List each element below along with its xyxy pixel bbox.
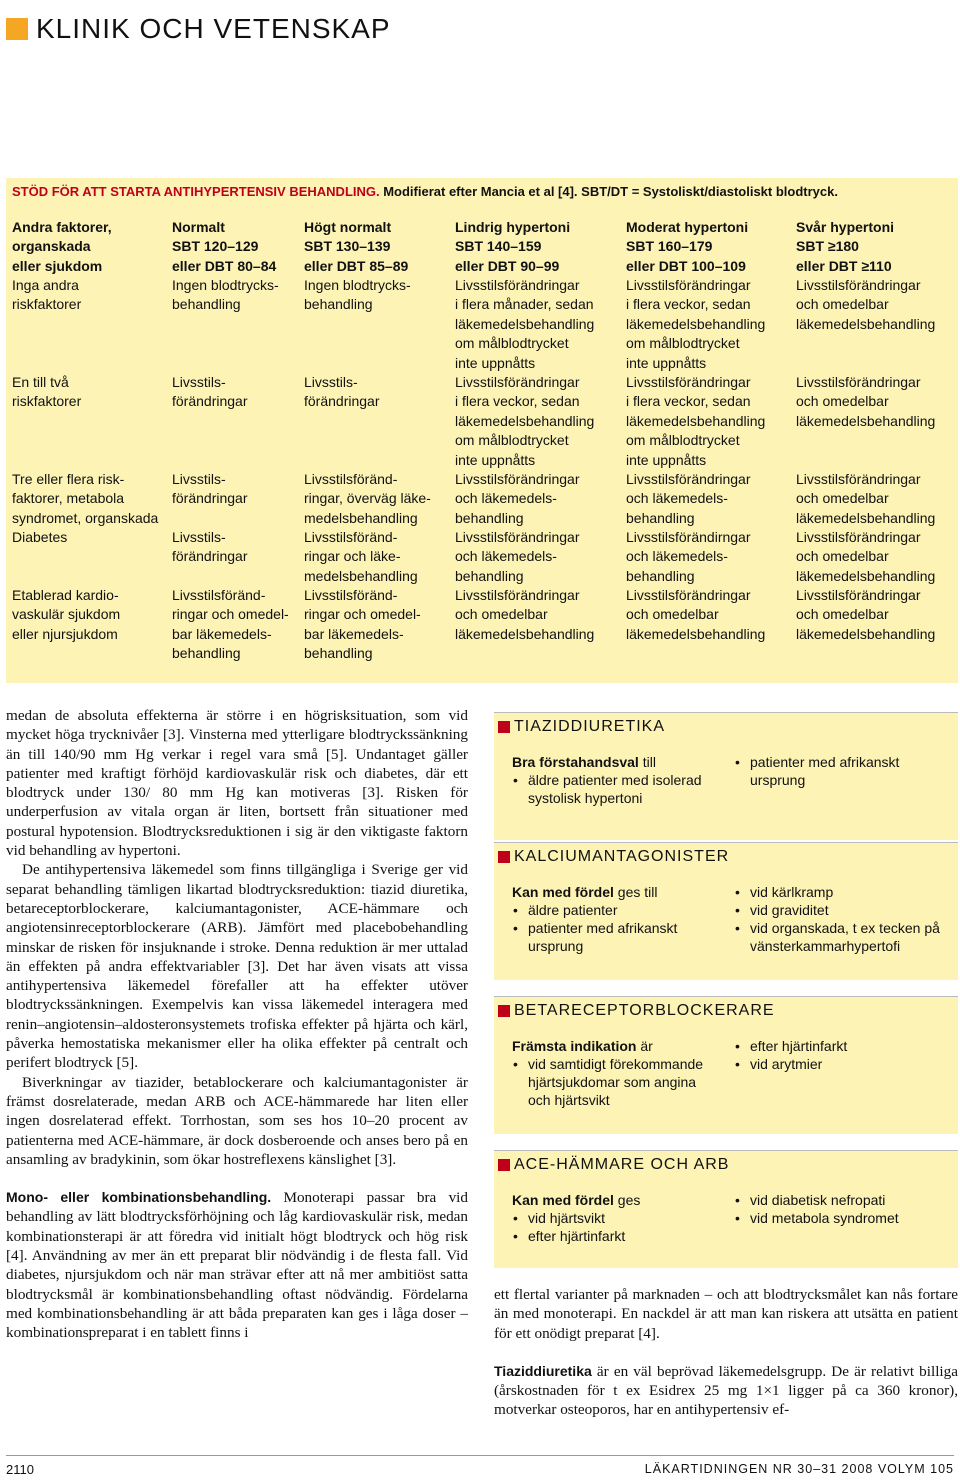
box-left-list (512, 901, 712, 955)
list-item: • patienter med afrikanskt ursprung (512, 919, 712, 955)
table-row-label: Inga andra riskfaktorer (12, 277, 82, 313)
table-cell: Livsstilsförändringar och omedelbar läkemedelsbehandling (796, 277, 936, 332)
table-header-cell: Normalt SBT 120–129 eller DBT 80–84 (172, 219, 277, 274)
box-left-list (512, 771, 712, 807)
box-right-list (734, 883, 954, 955)
table-cell: Livsstilsförändringar i flera veckor, sedan läkemedelsbehandling om målblodtrycket inte uppnåtts (455, 374, 595, 468)
list-item: • vid metabola syndromet (734, 1209, 954, 1227)
paragraph (494, 1362, 958, 1420)
box-title (498, 1002, 775, 1020)
ace-hammare-arb-box (494, 1150, 958, 1268)
box-lead-rest: ges till (613, 884, 658, 900)
paragraph-text: är en väl beprövad läkemedelsgrupp. De är relativt billiga (årskostnaden för t ex Esidrex 25 mg 1×1 ligger på ca 360 kronor), motverkar osteoporos, har en antihypertensiv ef- (494, 1362, 958, 1419)
box-lead-bold: Främsta indikation (512, 1038, 637, 1054)
table-cell: Livsstilsförändringar och omedelbar läkemedelsbehandling (796, 587, 936, 642)
table-cell: Livsstilsförändringar och omedelbar läkemedelsbehandling (626, 587, 766, 642)
table-cell: Livsstilsförändringar och omedelbar läkemedelsbehandling (796, 471, 936, 526)
box-title-text: KALCIUMANTAGONISTER (514, 848, 730, 865)
table-cell: Livsstilsförändirngar och läkemedels- behandling (626, 529, 751, 584)
box-lead-bold: Kan med fördel (512, 1192, 614, 1208)
box-right-list (734, 1191, 954, 1227)
box-title (498, 1156, 729, 1174)
box-left-list (512, 1209, 712, 1245)
box-lead (512, 883, 712, 901)
box-right-list (734, 753, 954, 789)
table-cell: Livsstilsförändringar i flera veckor, sedan läkemedelsbehandling om målblodtrycket inte uppnåtts (626, 277, 766, 371)
table-cell: Livsstilsförändringar och läkemedels- behandling (626, 471, 751, 526)
list-item: • vid kärlkramp (734, 883, 954, 901)
table-cell: Livsstilsföränd- ringar och omedel- bar läkemedels- behandling (304, 587, 421, 662)
journal-footer: LÄKARTIDNINGEN NR 30–31 2008 VOLYM 105 (644, 1462, 954, 1476)
table-row-label: Etablerad kardio- vaskulär sjukdom eller njursjukdom (12, 587, 121, 642)
table-cell: Livsstilsförändringar och omedelbar läkemedelsbehandling (796, 529, 936, 584)
box-lead-rest: ges (613, 1192, 641, 1208)
page-number: 2110 (6, 1462, 34, 1477)
box-title-text: ACE-HÄMMARE OCH ARB (514, 1156, 730, 1173)
red-square-icon (498, 851, 510, 863)
table-cell: Ingen blodtrycks- behandling (172, 277, 279, 313)
paragraph: Biverkningar av tiazider, betablockerare och kalciumantagonister är främst dosrelaterade, medan ARB och ACE-hämmarede har liten eller ingen dosrelaterad effekt. Torrhostan, som ses hos 10–20 procent av patienterna med ACE-hämmare, är dock dosberoende och anses bero på en ansamling av bradykinin, som ökar hostreflexens känslighet [3]. (6, 1073, 468, 1168)
table-cell: Livsstilsförändringar och omedelbar läkemedelsbehandling (455, 587, 595, 642)
box-lead (512, 753, 712, 771)
list-item: • vid organskada, t ex tecken på vänsterkammarhypertofi (734, 919, 954, 955)
table-row-label: Tre eller flera risk- faktorer, metabola syndromet, organskada (12, 471, 159, 526)
paragraph (6, 1188, 468, 1342)
paragraph: medan de absoluta effekterna är större i en högrisksituation, som vid mycket höga trycknivåer [3]. Vinsterna med ytterligare blodtryckssänkning än till 140/90 mm Hg verkar i regel vara små [5]. Undantaget gäller patienter med kraftigt förhöjd kardiovaskulär risk och diabetes, där ett blodtryck under 130/ 80 mm Hg kan motiveras [3]. Risken för underperfusion av vitala organ är liten, bortsett från situationer med postural hypotension. Blodtrycksreduktionen i sig är den viktigaste faktorn vid behandling av hypertoni. (6, 707, 468, 860)
runin-heading: Mono- eller kombinationsbehandling. (6, 1189, 272, 1206)
table-header-cell: Moderat hypertoni SBT 160–179 eller DBT 100–109 (626, 219, 749, 274)
table-caption-title: STÖD FÖR ATT STARTA ANTIHYPERTENSIV BEHANDLING. (12, 184, 380, 199)
box-title-text: BETARECEPTORBLOCKERARE (514, 1002, 775, 1019)
box-lead (512, 1037, 712, 1055)
table-cell: Livsstilsförändringar och läkemedels- behandling (455, 471, 580, 526)
list-item: • efter hjärtinfarkt (512, 1227, 712, 1245)
table-cell: Livsstils- förändringar (172, 471, 248, 507)
table-header-cell: Svår hypertoni SBT ≥180 eller DBT ≥110 (796, 219, 895, 274)
box-lead-rest: är (636, 1038, 653, 1054)
box-right-column (734, 753, 954, 789)
table-cell: Livsstilsförändringar i flera månader, sedan läkemedelsbehandling om målblodtrycket inte uppnåtts (455, 277, 595, 371)
box-title (498, 848, 729, 866)
table-caption (12, 184, 838, 199)
box-lead-bold: Kan med fördel (512, 884, 614, 900)
box-left-list (512, 1055, 712, 1109)
list-item: • vid graviditet (734, 901, 954, 919)
table-row-label: Diabetes (12, 529, 68, 545)
box-title-text: TIAZIDDIURETIKA (514, 718, 666, 735)
box-left-column (512, 1037, 712, 1109)
red-square-icon (498, 721, 510, 733)
box-lead-bold: Bra förstahandsval (512, 754, 639, 770)
table-cell: Ingen blodtrycks- behandling (304, 277, 411, 313)
table-cell: Livsstilsförändringar i flera veckor, sedan läkemedelsbehandling om målblodtrycket inte uppnåtts (626, 374, 766, 468)
box-left-column (512, 1191, 712, 1245)
right-article-column (494, 1285, 958, 1420)
list-item: • vid samtidigt förekommande hjärtsjukdomar som angina och hjärtsvikt (512, 1055, 712, 1109)
table-cell: Livsstils- förändringar (172, 529, 248, 565)
table-cell: Livsstils- förändringar (304, 374, 380, 410)
red-square-icon (498, 1005, 510, 1017)
paragraph-text: Monoterapi passar bra vid behandling av lätt blodtrycksförhöjning och låg kardiovaskulär risk, medan kombinationsterapi är att föredra vid initialt högt blodtryck och hög risk [4]. Användning av mer än ett preparat blir nödvändig i de flesta fall. Vid diabetes, njursjukdom och när man strävar efter att nå mer ambitiöst satta blodtrycksmål är kombinationsbehandling oftast nödvändig. Fördelarna med kombinationsbehandling är att båda preparaten kan ges i låga doser – kombinationspreparat i en tablett finns i (6, 1189, 468, 1342)
list-item: • vid diabetisk nefropati (734, 1191, 954, 1209)
table-cell: Livsstilsförändringar och läkemedels- behandling (455, 529, 580, 584)
table-cell: Livsstilsföränd- ringar och omedel- bar läkemedels- behandling (172, 587, 289, 662)
box-right-column (734, 1037, 954, 1073)
box-lead (512, 1191, 712, 1209)
treatment-table-box (6, 178, 958, 683)
orange-square-icon (6, 18, 28, 40)
paragraph: De antihypertensiva läkemedel som finns tillgängliga i Sverige ger vid separat behandling tämligen likartad blodtrycksreduktion: tiazid diuretika, betareceptorblockerare, kalciumantagonister, ACE-hämmare och angiotensinreceptorblockerare (ARB). Jämfört med placebobehandling minskar de risken för insjuknande i stroke. Denna reduktion är mer uttalad än effekten på andra effektvariabler [3]. Det har även visats att vissa antihypertensiva läkemedel förefaller att ha effekter utöver blodtryckssänkningen. Exempelvis kan vissa läkemedel interagera med renin–angiotensin–aldosteronsystemets trofiska effekter på hjärta och kärl, påverka hemostatiska mekanismer eller ha olika effekter på centralt och perifert blodtryck [5]. (6, 861, 468, 1072)
box-right-column (734, 1191, 954, 1227)
box-right-list (734, 1037, 954, 1073)
box-left-column (512, 883, 712, 955)
box-title (498, 718, 665, 736)
list-item: • patienter med afrikanskt ursprung (734, 753, 954, 789)
tiaziddiuretika-box (494, 712, 958, 840)
runin-heading: Tiaziddiuretika (494, 1362, 592, 1379)
table-row-label: En till två riskfaktorer (12, 374, 82, 410)
section-header (6, 12, 391, 46)
table-caption-note: Modifierat efter Mancia et al [4]. SBT/DT = Systoliskt/diastoliskt blodtryck. (379, 184, 838, 199)
section-title: KLINIK OCH VETENSKAP (36, 13, 391, 44)
table-header-cell: Lindrig hypertoni SBT 140–159 eller DBT 90–99 (455, 219, 571, 274)
red-square-icon (498, 1159, 510, 1171)
table-cell: Livsstils- förändringar (172, 374, 248, 410)
list-item: • äldre patienter (512, 901, 712, 919)
table-cell: Livsstilsföränd- ringar, överväg läke- medelsbehandling (304, 471, 431, 526)
paragraph: ett flertal varianter på marknaden – och att blodtrycksmålet kan nås fortare än med monoterapi. En nackdel är att man kan riskera att utsätta en patient för ett onödigt preparat [4]. (494, 1286, 958, 1342)
left-article-column (6, 706, 468, 1343)
box-right-column (734, 883, 954, 955)
table-header-cell: Högt normalt SBT 130–139 eller DBT 85–89 (304, 219, 409, 274)
table-cell: Livsstilsförändringar och omedelbar läkemedelsbehandling (796, 374, 936, 429)
list-item: • vid hjärtsvikt (512, 1209, 712, 1227)
list-item: • vid arytmier (734, 1055, 954, 1073)
footer-rule (6, 1455, 954, 1456)
table-header-cell: Andra faktorer, organskada eller sjukdom (12, 219, 112, 274)
table-cell: Livsstilsföränd- ringar och läke- medelsbehandling (304, 529, 418, 584)
kalciumantagonister-box (494, 842, 958, 980)
box-lead-rest: till (638, 754, 656, 770)
betareceptorblockerare-box (494, 996, 958, 1134)
list-item: • äldre patienter med isolerad systolisk hypertoni (512, 771, 712, 807)
list-item: • efter hjärtinfarkt (734, 1037, 954, 1055)
box-left-column (512, 753, 712, 807)
